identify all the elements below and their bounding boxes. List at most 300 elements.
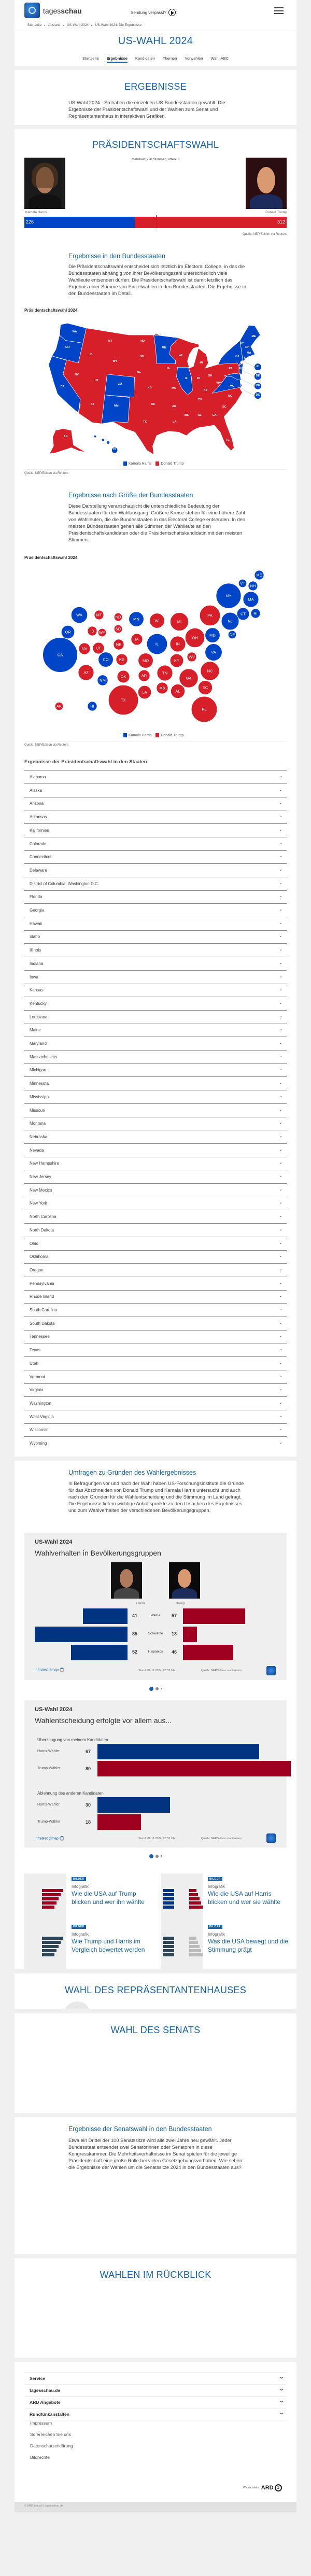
state-accordion-item[interactable] — [24, 824, 287, 837]
cartogram-label-ok: OK — [120, 674, 126, 679]
state-accordion-item[interactable] — [24, 1224, 287, 1237]
state-name: Vermont — [30, 1374, 45, 1379]
state-accordion-item[interactable] — [24, 1104, 287, 1117]
state-accordion-item[interactable] — [24, 1397, 287, 1410]
chevron-down-icon: ⌄ — [279, 1093, 282, 1098]
map-label-sd: SD — [140, 355, 144, 359]
group-label: Schwarze — [148, 1632, 163, 1635]
cartogram-label-ak: AK — [56, 704, 62, 709]
breadcrumb-item[interactable]: Ausland — [48, 23, 61, 27]
nav-tab-kandidaten[interactable]: Kandidaten — [135, 56, 155, 61]
footer-section-label: Rundfunkanstalten — [30, 2412, 69, 2417]
map-label-ny: NY — [235, 355, 239, 358]
state-list-heading: Ergebnisse der Präsidentschaftswahl in den Staaten — [24, 759, 147, 765]
cartogram-label-vt: VT — [240, 581, 245, 586]
infratest-dimap-logo: infratest dimap — [35, 1836, 64, 1841]
state-accordion-item[interactable] — [24, 850, 287, 864]
state-accordion-item[interactable] — [24, 997, 287, 1011]
decision-group-label: Überzeugung von meinem Kandidaten — [37, 1738, 108, 1742]
harris-bar-0 — [83, 1608, 128, 1624]
chevron-down-icon: ⌄ — [279, 1027, 282, 1032]
infographic-date: Stand: 06.11.2024, 20:52 Uhr — [138, 1669, 176, 1672]
chevron-down-icon: ⌄ — [279, 1387, 282, 1392]
carousel-dot-1[interactable] — [149, 1687, 153, 1691]
chevron-down-icon: ⌄ — [279, 1053, 282, 1058]
cartogram-label-sd: SD — [115, 626, 121, 632]
harris-label: Harris — [136, 1602, 146, 1605]
ard-claim: Wir sind deins. — [243, 2486, 260, 2489]
chevron-down-icon: ⌄ — [279, 947, 282, 952]
map-label-dc: DC — [256, 393, 260, 397]
chevron-down-icon: ⌄ — [278, 2386, 285, 2392]
chevron-down-icon: ⌄ — [279, 774, 282, 778]
cartogram-label-ms: MS — [159, 685, 165, 691]
president-source: Quelle: NEP/Edison via Reuters — [242, 233, 287, 236]
map-label-az: AZ — [90, 403, 94, 406]
map-label-nv: NV — [75, 373, 79, 376]
ard-wordmark: ARD — [261, 2485, 274, 2491]
state-accordion-item[interactable] — [24, 1250, 287, 1264]
state-name: Delaware — [30, 867, 47, 873]
map-label-fl: FL — [225, 439, 230, 442]
page-title: US-WAHL 2024 — [118, 35, 193, 47]
cartogram-label-wa: WA — [76, 612, 82, 618]
chevron-down-icon: ⌄ — [279, 1399, 282, 1405]
map-label-ar: AR — [172, 405, 176, 408]
state-accordion-item[interactable] — [24, 1357, 287, 1370]
map-label-wv: WV — [216, 381, 221, 385]
poll-decision-infographic[interactable] — [24, 1700, 287, 1847]
map-label-mo: MO — [172, 387, 177, 390]
state-name: Arkansas — [30, 815, 47, 820]
state-accordion-item[interactable] — [24, 1317, 287, 1331]
house-seat-chart — [64, 2001, 91, 2009]
chevron-down-icon: ⌄ — [279, 1080, 282, 1085]
map-label-ma: MA — [247, 351, 251, 355]
footer-section-1[interactable] — [24, 2385, 287, 2397]
chevron-down-icon: ⌄ — [278, 2374, 285, 2380]
harris-value: 85 — [132, 1631, 138, 1636]
cartogram-label-ut: UT — [96, 646, 101, 651]
cartogram-label-nv: NV — [81, 646, 88, 651]
breadcrumb-item[interactable]: US-Wahl 2024: Die Ergebnisse — [95, 23, 142, 27]
trump-value: 13 — [172, 1631, 177, 1636]
voter-label: Trump-Wähler — [37, 1767, 61, 1770]
chevron-down-icon: ⌄ — [279, 933, 282, 939]
cartogram-label-nj: NJ — [228, 619, 233, 624]
voter-label: Trump-Wähler — [37, 1820, 61, 1824]
map-label-sc: SC — [222, 405, 227, 409]
state-name: Georgia — [30, 908, 45, 913]
senate-heading: Ergebnisse der Senatswahl in den Bundesstaaten — [68, 2125, 212, 2133]
state-accordion-item[interactable] — [24, 1437, 287, 1450]
chevron-down-icon: ⌄ — [279, 827, 282, 832]
nav-tab-startseite[interactable]: Startseite — [82, 56, 99, 61]
cartogram-label-wi: WI — [154, 618, 160, 623]
state-name: Idaho — [30, 934, 40, 940]
state-name: Alaska — [30, 788, 43, 793]
breadcrumb-item[interactable]: US-Wahl 2024 — [67, 23, 89, 27]
infographic-kicker: US-Wahl 2024 — [35, 1706, 73, 1713]
cartogram-label-mo: MO — [142, 658, 149, 663]
footer-link[interactable]: Datenschutzerklärung — [30, 2443, 73, 2448]
cartogram-label-fl: FL — [202, 707, 207, 712]
state-accordion-item[interactable] — [24, 971, 287, 984]
state-name: Maryland — [30, 1041, 47, 1046]
map-label-oh: OH — [208, 374, 213, 377]
tagesschau-logo-icon — [266, 1666, 276, 1675]
teaser-kicker: Infografik — [72, 1884, 89, 1889]
chevron-down-icon: ⌄ — [279, 1186, 282, 1192]
teaser-badge: BILDER — [208, 1925, 222, 1929]
state-accordion-item[interactable] — [24, 1237, 287, 1251]
poll-groups-infographic[interactable] — [24, 1533, 287, 1680]
state-name: Wisconsin — [30, 1427, 49, 1433]
carousel-dot-2[interactable] — [156, 1855, 159, 1858]
cartogram-label-ia: IA — [135, 637, 139, 642]
chevron-down-icon: ⌄ — [279, 1293, 282, 1298]
chevron-down-icon: ⌄ — [279, 893, 282, 899]
chevron-down-icon: ⌄ — [279, 1240, 282, 1245]
trump-bar-1 — [183, 1627, 197, 1642]
state-accordion-item[interactable] — [24, 810, 287, 824]
chevron-down-icon: ⌄ — [279, 1000, 282, 1005]
infographic-title: Wahlverhalten in Bevölkerungsgruppen — [35, 1549, 161, 1557]
decision-value: 80 — [86, 1766, 91, 1771]
copyright: © ARD-aktuell / tagesschau.de — [24, 2504, 63, 2508]
breadcrumb-item[interactable]: Startseite — [27, 23, 42, 27]
footer-link[interactable]: Bildrechte — [30, 2455, 50, 2460]
carousel-dots[interactable] — [15, 1852, 296, 1861]
carousel-dot-1[interactable] — [149, 1854, 153, 1858]
state-accordion-item[interactable] — [24, 1063, 287, 1077]
decision-value: 30 — [86, 1802, 91, 1808]
majority-info: Mehrheit: 270 Stimmen, offen: 0 — [131, 158, 180, 161]
trump-value: 57 — [172, 1613, 177, 1618]
map-label-md: MD — [256, 384, 260, 387]
state-accordion-item[interactable] — [24, 1170, 287, 1184]
state-name: North Dakota — [30, 1227, 54, 1233]
footer-section-label: tagesschau.de — [30, 2388, 61, 2393]
state-name: Connecticut — [30, 855, 52, 860]
state-accordion-item[interactable] — [24, 1197, 287, 1210]
chevron-down-icon: ⌄ — [279, 1413, 282, 1418]
legend-trump: Donald Trump — [156, 733, 183, 737]
brand-suffix: schau — [61, 7, 82, 15]
state-accordion-item[interactable] — [24, 1423, 287, 1437]
state-accordion-item[interactable] — [24, 1037, 287, 1051]
state-name: Kentucky — [30, 1001, 47, 1006]
nav-tab-vorwahlen[interactable]: Vorwahlen — [185, 56, 203, 61]
senate-results-card — [15, 2117, 296, 2254]
map-label-ia: IA — [167, 367, 170, 370]
state-name: Alabama — [30, 775, 46, 779]
breadcrumb-separator-icon: ▸ — [63, 24, 64, 27]
cartogram-label-ne: NE — [116, 642, 122, 647]
state-accordion-item[interactable] — [24, 1051, 287, 1064]
carousel-dot-2[interactable] — [156, 1687, 159, 1690]
state-accordion-item[interactable] — [24, 877, 287, 891]
chevron-down-icon: ⌄ — [279, 1360, 282, 1365]
map-label-id: ID — [89, 353, 93, 356]
harris-votes: 226 — [26, 219, 34, 225]
map-label-de: DE — [256, 374, 260, 377]
state-name: Wyoming — [30, 1441, 47, 1446]
cartogram-label-wv: WV — [188, 654, 195, 660]
state-accordion-item[interactable] — [24, 1077, 287, 1090]
chevron-down-icon: ⌄ — [279, 1426, 282, 1432]
cartogram-label-wy: WY — [98, 630, 106, 635]
state-name: Oklahoma — [30, 1254, 49, 1259]
house-title: WAHL DES REPRÄSENTANTENHAUSES — [64, 1985, 247, 1995]
state-name: Texas — [30, 1348, 40, 1353]
map-label-ri: RI — [256, 365, 260, 368]
senate-card — [15, 2013, 296, 2113]
cartogram-label-mn: MN — [133, 617, 139, 622]
trump-label: Trump — [175, 1602, 185, 1605]
chevron-down-icon: ⌄ — [279, 987, 282, 992]
chevron-down-icon: ⌄ — [279, 1040, 282, 1045]
cartogram-label-ct: CT — [241, 611, 246, 617]
state-accordion-item[interactable] — [24, 1410, 287, 1424]
chevron-down-icon: ⌄ — [279, 1013, 282, 1018]
chevron-down-icon: ⌄ — [279, 1307, 282, 1311]
state-accordion-item[interactable] — [24, 1290, 287, 1304]
teaser-kicker: Infografik — [208, 1884, 225, 1889]
nav-tab-ergebnisse[interactable]: Ergebnisse — [107, 56, 128, 63]
state-accordion-item[interactable] — [24, 904, 287, 917]
teaser-card[interactable] — [24, 1873, 154, 1915]
footer-section-3[interactable] — [24, 2409, 287, 2420]
tagesschau-logo-icon — [266, 1833, 276, 1843]
state-name: Kansas — [30, 988, 44, 993]
trump-votes: 312 — [277, 219, 285, 225]
decision-value: 18 — [86, 1819, 91, 1825]
decision-bar — [97, 1797, 170, 1813]
state-accordion-item[interactable] — [24, 1304, 287, 1317]
decision-bar — [97, 1761, 291, 1776]
state-accordion-item[interactable] — [24, 1090, 287, 1104]
harris-value: 41 — [132, 1613, 138, 1618]
group-label: Hispanics — [148, 1650, 163, 1654]
state-name: New York — [30, 1201, 47, 1206]
chevron-down-icon: ⌄ — [279, 1320, 282, 1325]
map-label-ky: KY — [203, 388, 208, 392]
review-card — [15, 2258, 296, 2358]
infographic-kicker: US-Wahl 2024 — [35, 1539, 73, 1545]
map-label-tn: TN — [197, 398, 202, 402]
voter-label: Harris-Wähler — [37, 1749, 60, 1753]
teaser-card[interactable] — [161, 1873, 290, 1915]
map-label-mn: MN — [162, 346, 166, 350]
chevron-down-icon: ⌄ — [279, 907, 282, 912]
state-name: Illinois — [30, 948, 41, 953]
state-name: Oregon — [30, 1267, 44, 1272]
state-name: New Mexico — [30, 1187, 52, 1193]
cartogram-label-ca: CA — [57, 652, 63, 657]
polls-heading: Umfragen zu Gründen des Wahlergebnisses — [68, 1469, 196, 1476]
state-name: New Hampshire — [30, 1161, 59, 1166]
review-title: WAHLEN IM RÜCKBLICK — [100, 2270, 211, 2280]
breadcrumb-separator-icon: ▸ — [44, 24, 46, 27]
state-accordion-item[interactable] — [24, 1011, 287, 1024]
cartogram-label-id: ID — [90, 628, 94, 634]
map-label-co: CO — [118, 383, 122, 386]
state-name: Michigan — [30, 1068, 47, 1073]
cartogram-label-il: IL — [155, 641, 159, 647]
polls-text: In Befragungen vor und nach der Wahl haben US-Forschungsinstitute die Gründe für das Abschneiden von Donald Trump und Kamala Harris untersucht und auch nach den Gründen für die Wahlentscheidung und die Stimmung im Land gefragt. Die Ergebnisse liefern wichtige Anhaltspunkte zu den Ursachen des Ergebnisses und zum Wahlverhalten der verschiedenen Bevölkerungsgruppen. — [68, 1480, 244, 1513]
ard-logo[interactable] — [243, 2484, 282, 2491]
decision-bar — [97, 1744, 259, 1759]
nav-tab-themen[interactable]: Themen — [162, 56, 177, 61]
chevron-down-icon: ⌄ — [279, 1266, 282, 1271]
decision-bar — [97, 1814, 141, 1830]
polls-card — [15, 1461, 296, 1969]
legend-trump: Donald Trump — [156, 461, 183, 466]
teaser-headline[interactable]: Wie die USA auf Trump blicken und wer ihn wählte — [72, 1890, 145, 1906]
cartogram-label-sc: SC — [202, 685, 208, 690]
state-name: Rhode Island — [30, 1294, 54, 1299]
state-accordion-item[interactable] — [24, 837, 287, 851]
state-accordion-item[interactable] — [24, 984, 287, 997]
state-accordion-item[interactable] — [24, 1117, 287, 1130]
state-name: Mississippi — [30, 1094, 50, 1099]
state-accordion-item[interactable] — [24, 1144, 287, 1157]
map-label-nm: NM — [114, 404, 119, 408]
cartogram-label-tn: TN — [162, 670, 167, 676]
states-heading: Ergebnisse in den Bundesstaaten — [68, 253, 165, 260]
map-label-mt: MT — [108, 340, 112, 343]
cartogram-label-me: ME — [256, 572, 262, 578]
senate-text: Etwa ein Drittel der 100 Senatssitze wird alle zwei Jahre neu gewählt. Jeder Bundesstaat entsendet zwei Senatorinnen oder Senatoren in diese Kongresskammer. Die Mehrheitsverhältnisse im Senat spielen für die jeweilige Präsidentschaft eine große Rolle bei vielen Gesetzgebungsvorhaben. Wie sehen die Ergebnisse der Wahlen um die Senatssitze 2024 in den Bundesstaaten aus? — [68, 2137, 243, 2170]
chevron-down-icon: ⌄ — [279, 880, 282, 885]
teaser-kicker: Infografik — [208, 1932, 225, 1937]
state-accordion-item[interactable] — [24, 944, 287, 957]
chevron-down-icon: ⌄ — [279, 920, 282, 925]
footer-link[interactable]: So erreichen Sie uns — [30, 2432, 71, 2437]
teaser-badge: BILDER — [72, 1925, 86, 1929]
state-accordion-item[interactable] — [24, 1157, 287, 1170]
size-text: Diese Darstellung veranschaulicht die unterschiedliche Bedeutung der Bundesstaaten für den Wahlausgang. Größere Kreise stehen für eine höhere Zahl von Wahlleuten, die die Bundesstaaten in das Electoral College entsenden. In den meisten Bundesstaaten gehen alle Stimmen der Wahlleute an den Präsidentschaftskandidaten oder die Präsidentschaftskandidatin mit den meisten Stimmen. — [68, 503, 246, 542]
map-label-nh: NH — [245, 346, 250, 349]
infographic-date: Stand: 06.11.2024, 20:52 Uhr — [138, 1837, 176, 1840]
chevron-down-icon: ⌄ — [279, 1440, 282, 1445]
size-heading: Ergebnisse nach Größe der Bundesstaaten — [68, 492, 193, 499]
state-name: Indiana — [30, 961, 44, 966]
chevron-down-icon: ⌄ — [279, 840, 282, 845]
footer-section-2[interactable] — [24, 2397, 287, 2409]
map-source: Quelle: NEP/Edison via Reuters — [24, 472, 69, 475]
cartogram-label-in: IN — [176, 641, 180, 647]
chevron-down-icon: ⌄ — [278, 2398, 285, 2404]
state-accordion-item[interactable] — [24, 784, 287, 797]
chevron-down-icon: ⌄ — [279, 1146, 282, 1152]
state-accordion-item[interactable] — [24, 1370, 287, 1384]
house-card — [15, 1973, 296, 2009]
state-accordion-item[interactable] — [24, 930, 287, 944]
state-name: Utah — [30, 1361, 38, 1366]
teaser-card[interactable] — [24, 1921, 154, 1963]
cartogram-label-ga: GA — [186, 676, 192, 681]
infographic-source: Quelle: NEP/Edison via Reuters — [201, 1669, 242, 1672]
carousel-dot-3[interactable] — [161, 1688, 162, 1689]
cartogram-label-ar: AR — [141, 673, 147, 678]
teaser-headline[interactable]: Wie die USA auf Harris blicken und wer sie wählte — [208, 1890, 281, 1906]
state-accordion-item[interactable] — [24, 1210, 287, 1224]
state-accordion-item[interactable] — [24, 917, 287, 931]
map-label-va: VA — [230, 384, 234, 388]
chevron-down-icon: ⌄ — [279, 866, 282, 872]
state-accordion-item[interactable] — [24, 1277, 287, 1291]
state-name: Colorado — [30, 841, 47, 846]
state-accordion-item[interactable] — [24, 1383, 287, 1397]
chevron-down-icon: ⌄ — [279, 960, 282, 965]
state-accordion-item[interactable] — [24, 1343, 287, 1357]
cartogram-label-ma: MA — [248, 597, 254, 602]
cartogram-title: Präsidentschaftswahl 2024 — [24, 555, 78, 560]
state-accordion-item[interactable] — [24, 797, 287, 810]
breadcrumb-separator-icon: ▸ — [91, 24, 93, 27]
carousel-dots[interactable] — [15, 1684, 296, 1693]
map-label-wi: WI — [178, 354, 182, 357]
states-text: Die Präsidentschaftswahl entscheidet sich letztlich im Electoral College, in das die Bundesstaaten abhängig von ihrer Bevölkerungszahl unterschiedlich viele Wahlleute entsenden dürfen. Die Präsidentschaftswahl ist damit letztlich das Ergebnis einer Summe von Einzelwahlen in den Bundesstaaten. Die Ergebnisse in den Bundesstaaten im Detail. — [68, 263, 246, 296]
state-name: Maine — [30, 1028, 41, 1033]
teaser-headline[interactable]: Was die USA bewegt und die Stimmung prägt — [208, 1938, 288, 1953]
state-name: Florida — [30, 894, 43, 900]
footer-link[interactable]: Impressum — [30, 2420, 52, 2426]
footer-section-label: Service — [30, 2376, 46, 2381]
state-accordion-item[interactable] — [24, 1024, 287, 1037]
cartogram-label-la: LA — [142, 690, 147, 695]
map-label-nd: ND — [140, 340, 145, 343]
chevron-down-icon: ⌄ — [279, 814, 282, 819]
cartogram-label-nc: NC — [207, 668, 213, 674]
legend-harris: Kamala Harris — [123, 461, 151, 466]
map-label-la: LA — [173, 421, 177, 424]
chevron-down-icon: ⌄ — [279, 1200, 282, 1205]
cartogram-source: Quelle: NEP/Edison via Reuters — [24, 744, 69, 747]
teaser-card[interactable] — [161, 1921, 290, 1963]
chevron-down-icon: ⌄ — [279, 800, 282, 805]
cartogram-label-oh: OH — [192, 635, 198, 640]
state-accordion-item[interactable] — [24, 890, 287, 904]
nav-tab-wahl-abc[interactable]: Wahl-ABC — [210, 56, 229, 61]
teaser-headline[interactable]: Wie Trump und Harris im Vergleich bewertet werden — [72, 1938, 145, 1953]
state-accordion-item[interactable] — [24, 864, 287, 877]
infratest-dimap-logo: infratest dimap — [35, 1668, 64, 1672]
state-accordion-item[interactable] — [24, 1330, 287, 1343]
map-label-or: OR — [65, 346, 70, 349]
state-accordion-item[interactable] — [24, 1264, 287, 1277]
cartogram — [0, 0, 311, 778]
teaser-thumbnail — [24, 1873, 66, 1922]
chevron-down-icon: ⌄ — [279, 853, 282, 859]
cartogram-label-or: OR — [65, 629, 71, 635]
cartogram-label-hi: HI — [90, 704, 94, 709]
carousel-dot-3[interactable] — [161, 1855, 162, 1857]
cartogram-label-co: CO — [103, 657, 109, 662]
state-accordion-item[interactable] — [24, 1130, 287, 1144]
state-accordion-item[interactable] — [24, 957, 287, 971]
map-label-ms: MS — [184, 413, 189, 417]
voter-label: Harris-Wähler — [37, 1803, 60, 1807]
state-name: Ohio — [30, 1241, 38, 1246]
teaser-badge: BILDER — [208, 1877, 222, 1881]
cartogram-label-ny: NY — [225, 593, 232, 598]
map-label-mi: MI — [200, 361, 203, 365]
state-accordion-item[interactable] — [24, 1184, 287, 1197]
footer-section-0[interactable] — [24, 2373, 287, 2385]
